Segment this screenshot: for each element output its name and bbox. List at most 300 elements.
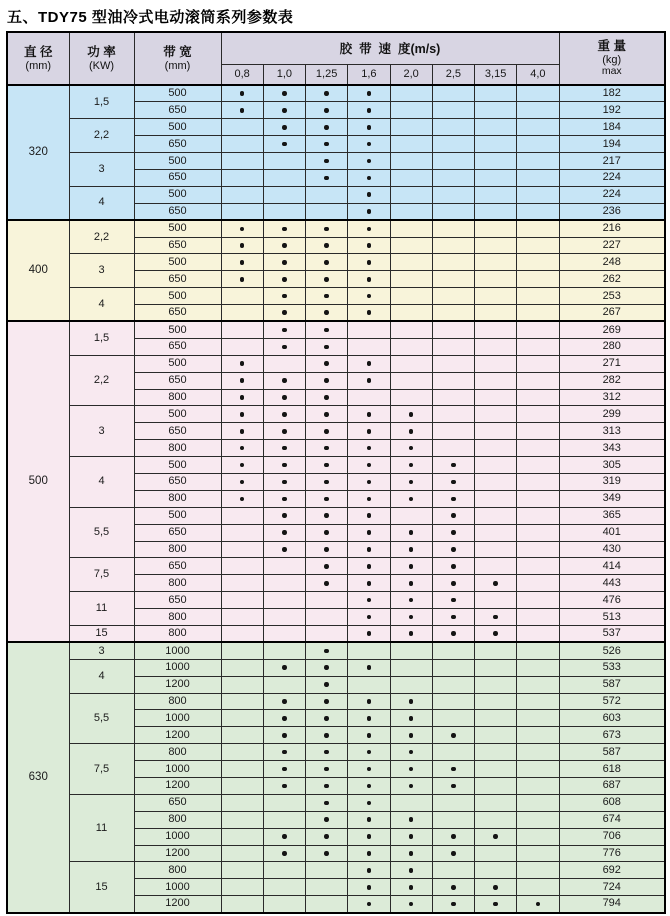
table-row — [7, 642, 665, 659]
dot-icon — [367, 716, 372, 721]
belt-width-cell: 650 — [134, 203, 221, 220]
speed-dot-cell — [475, 457, 517, 474]
speed-dot-cell — [263, 761, 305, 778]
belt-width-cell: 800 — [134, 575, 221, 592]
speed-dot-cell — [475, 136, 517, 153]
speed-dot-cell — [348, 473, 390, 490]
speed-dot-cell — [517, 440, 559, 457]
speed-dot-cell — [475, 879, 517, 896]
speed-dot-cell — [263, 136, 305, 153]
speed-dot-cell — [221, 271, 263, 288]
weight-cell: 282 — [559, 372, 665, 389]
dot-icon — [282, 345, 287, 350]
speed-dot-cell — [263, 794, 305, 811]
weight-cell: 572 — [559, 693, 665, 710]
speed-dot-cell — [475, 321, 517, 338]
power-cell: 15 — [69, 626, 134, 643]
belt-width-cell: 1000 — [134, 659, 221, 676]
dot-icon — [367, 817, 372, 822]
belt-width-cell: 650 — [134, 524, 221, 541]
weight-cell: 537 — [559, 626, 665, 643]
dot-icon — [282, 277, 287, 282]
speed-dot-cell — [390, 237, 432, 254]
belt-width-cell: 500 — [134, 85, 221, 102]
speed-dot-cell — [517, 305, 559, 322]
dot-icon — [367, 497, 372, 502]
header-power-unit: (KW) — [88, 59, 115, 72]
dot-icon — [324, 480, 329, 485]
belt-width-cell: 1200 — [134, 727, 221, 744]
speed-dot-cell — [348, 862, 390, 879]
table-row — [7, 85, 665, 102]
speed-dot-cell — [390, 406, 432, 423]
speed-dot-cell — [432, 473, 474, 490]
diameter-cell: 630 — [7, 642, 69, 912]
speed-dot-cell — [221, 744, 263, 761]
header-weight-max: max — [601, 64, 622, 77]
dot-icon — [367, 176, 372, 181]
speed-dot-cell — [475, 254, 517, 271]
speed-dot-cell — [221, 85, 263, 102]
speed-dot-cell — [263, 119, 305, 136]
dot-icon — [409, 885, 414, 890]
speed-dot-cell — [390, 457, 432, 474]
belt-width-cell: 650 — [134, 305, 221, 322]
dot-icon — [367, 142, 372, 147]
speed-dot-cell — [390, 119, 432, 136]
speed-dot-cell — [348, 558, 390, 575]
speed-dot-cell — [306, 203, 348, 220]
header-diameter-label: 直 径 — [24, 45, 53, 60]
speed-dot-cell — [306, 169, 348, 186]
speed-dot-cell — [390, 794, 432, 811]
table-row — [7, 558, 665, 575]
dot-icon — [324, 699, 329, 704]
dot-icon — [324, 227, 329, 232]
dot-icon — [367, 750, 372, 755]
table-row — [7, 406, 665, 423]
speed-dot-cell — [306, 744, 348, 761]
speed-dot-cell — [390, 102, 432, 119]
weight-cell: 349 — [559, 490, 665, 507]
belt-width-cell: 800 — [134, 440, 221, 457]
speed-dot-cell — [432, 609, 474, 626]
speed-dot-cell — [263, 288, 305, 305]
speed-dot-cell — [517, 592, 559, 609]
dot-icon — [409, 581, 414, 586]
dot-icon — [409, 412, 414, 417]
power-cell: 4 — [69, 457, 134, 508]
dot-icon — [451, 902, 456, 907]
speed-dot-cell — [517, 85, 559, 102]
speed-dot-cell — [517, 524, 559, 541]
weight-cell: 587 — [559, 676, 665, 693]
speed-dot-cell — [263, 338, 305, 355]
dot-icon — [324, 378, 329, 383]
dot-icon — [367, 125, 372, 130]
speed-dot-cell — [221, 710, 263, 727]
dot-icon — [493, 581, 498, 586]
speed-dot-cell — [221, 642, 263, 659]
dot-icon — [367, 801, 372, 806]
speed-dot-cell — [475, 169, 517, 186]
speed-dot-cell — [432, 406, 474, 423]
belt-width-cell: 500 — [134, 186, 221, 203]
speed-dot-cell — [517, 119, 559, 136]
dot-icon — [367, 834, 372, 839]
speed-dot-cell — [221, 778, 263, 795]
dot-icon — [409, 530, 414, 535]
speed-dot-cell — [390, 85, 432, 102]
weight-cell: 216 — [559, 220, 665, 237]
dot-icon — [367, 310, 372, 315]
belt-width-cell: 1200 — [134, 676, 221, 693]
speed-dot-cell — [517, 271, 559, 288]
speed-dot-cell — [263, 676, 305, 693]
weight-cell: 401 — [559, 524, 665, 541]
dot-icon — [409, 598, 414, 603]
power-cell: 11 — [69, 794, 134, 862]
speed-dot-cell — [390, 372, 432, 389]
dot-icon — [282, 108, 287, 113]
speed-dot-cell — [263, 828, 305, 845]
speed-tick: 4,0 — [517, 64, 559, 85]
dot-icon — [367, 513, 372, 518]
speed-dot-cell — [348, 406, 390, 423]
belt-width-cell: 1000 — [134, 828, 221, 845]
dot-icon — [409, 631, 414, 636]
dot-icon — [324, 834, 329, 839]
weight-cell: 217 — [559, 153, 665, 170]
dot-icon — [324, 108, 329, 113]
dot-icon — [324, 294, 329, 299]
speed-dot-cell — [475, 220, 517, 237]
dot-icon — [451, 497, 456, 502]
speed-dot-cell — [390, 828, 432, 845]
speed-dot-cell — [475, 85, 517, 102]
dot-icon — [367, 564, 372, 569]
speed-dot-cell — [517, 845, 559, 862]
speed-tick: 1,25 — [306, 64, 348, 85]
speed-tick: 1,0 — [263, 64, 305, 85]
dot-icon — [282, 665, 287, 670]
speed-dot-cell — [475, 609, 517, 626]
speed-dot-cell — [306, 423, 348, 440]
power-cell: 15 — [69, 862, 134, 913]
dot-icon — [324, 530, 329, 535]
speed-dot-cell — [306, 727, 348, 744]
weight-cell: 692 — [559, 862, 665, 879]
speed-dot-cell — [475, 592, 517, 609]
speed-dot-cell — [263, 423, 305, 440]
speed-dot-cell — [348, 389, 390, 406]
speed-dot-cell — [348, 778, 390, 795]
speed-dot-cell — [221, 676, 263, 693]
speed-tick: 3,15 — [475, 64, 517, 85]
speed-dot-cell — [306, 609, 348, 626]
dot-icon — [493, 615, 498, 620]
belt-width-cell: 650 — [134, 136, 221, 153]
dot-icon — [367, 108, 372, 113]
speed-dot-cell — [432, 85, 474, 102]
weight-cell: 269 — [559, 321, 665, 338]
dot-icon — [367, 631, 372, 636]
speed-dot-cell — [306, 541, 348, 558]
speed-dot-cell — [432, 457, 474, 474]
dot-icon — [282, 530, 287, 535]
dot-icon — [324, 564, 329, 569]
weight-cell: 687 — [559, 778, 665, 795]
speed-dot-cell — [306, 828, 348, 845]
speed-dot-cell — [517, 203, 559, 220]
speed-dot-cell — [348, 507, 390, 524]
dot-icon — [367, 378, 372, 383]
dot-icon — [367, 412, 372, 417]
dot-icon — [324, 361, 329, 366]
speed-dot-cell — [221, 440, 263, 457]
belt-width-cell: 650 — [134, 169, 221, 186]
weight-cell: 280 — [559, 338, 665, 355]
speed-dot-cell — [348, 102, 390, 119]
dot-icon — [409, 716, 414, 721]
speed-dot-cell — [517, 423, 559, 440]
dot-icon — [324, 817, 329, 822]
speed-dot-cell — [306, 811, 348, 828]
speed-dot-cell — [475, 524, 517, 541]
dot-icon — [409, 480, 414, 485]
speed-dot-cell — [221, 609, 263, 626]
speed-dot-cell — [517, 372, 559, 389]
speed-dot-cell — [390, 727, 432, 744]
dot-icon — [324, 260, 329, 265]
header-diameter-unit: (mm) — [25, 59, 52, 72]
dot-icon — [282, 328, 287, 333]
speed-dot-cell — [221, 558, 263, 575]
speed-dot-cell — [390, 423, 432, 440]
belt-width-cell: 500 — [134, 254, 221, 271]
speed-dot-cell — [263, 896, 305, 913]
dot-icon — [367, 429, 372, 434]
dot-icon — [282, 716, 287, 721]
dot-icon — [451, 530, 456, 535]
speed-dot-cell — [306, 355, 348, 372]
speed-dot-cell — [517, 693, 559, 710]
speed-dot-cell — [390, 186, 432, 203]
table-row — [7, 507, 665, 524]
dot-icon — [367, 615, 372, 620]
dot-icon — [324, 243, 329, 248]
speed-dot-cell — [432, 659, 474, 676]
speed-dot-cell — [432, 119, 474, 136]
speed-dot-cell — [475, 896, 517, 913]
belt-width-cell: 650 — [134, 338, 221, 355]
speed-dot-cell — [348, 203, 390, 220]
speed-dot-cell — [263, 321, 305, 338]
speed-dot-cell — [306, 119, 348, 136]
dot-icon — [282, 463, 287, 468]
belt-width-cell: 500 — [134, 507, 221, 524]
weight-cell: 224 — [559, 169, 665, 186]
speed-dot-cell — [475, 473, 517, 490]
speed-dot-cell — [348, 710, 390, 727]
dot-icon — [282, 378, 287, 383]
speed-dot-cell — [432, 693, 474, 710]
header-weight-unit: (kg) — [602, 53, 622, 66]
speed-dot-cell — [517, 710, 559, 727]
speed-dot-cell — [475, 288, 517, 305]
speed-dot-cell — [221, 659, 263, 676]
speed-dot-cell — [263, 693, 305, 710]
speed-dot-cell — [263, 524, 305, 541]
dot-icon — [282, 310, 287, 315]
dot-icon — [240, 429, 245, 434]
speed-dot-cell — [221, 203, 263, 220]
speed-dot-cell — [306, 693, 348, 710]
dot-icon — [493, 885, 498, 890]
dot-icon — [367, 699, 372, 704]
dot-icon — [451, 733, 456, 738]
speed-dot-cell — [263, 457, 305, 474]
table-row — [7, 794, 665, 811]
speed-dot-cell — [432, 828, 474, 845]
speed-dot-cell — [432, 811, 474, 828]
dot-icon — [324, 513, 329, 518]
dot-icon — [282, 395, 287, 400]
dot-icon — [282, 260, 287, 265]
power-cell: 2,2 — [69, 119, 134, 153]
diameter-cell: 400 — [7, 220, 69, 321]
speed-dot-cell — [432, 524, 474, 541]
speed-dot-cell — [263, 490, 305, 507]
speed-dot-cell — [263, 406, 305, 423]
speed-dot-cell — [390, 288, 432, 305]
weight-cell: 526 — [559, 642, 665, 659]
belt-width-cell: 650 — [134, 102, 221, 119]
speed-dot-cell — [475, 355, 517, 372]
speed-dot-cell — [221, 626, 263, 643]
speed-dot-cell — [432, 744, 474, 761]
speed-dot-cell — [517, 490, 559, 507]
speed-dot-cell — [390, 676, 432, 693]
table-row — [7, 153, 665, 170]
dot-icon — [282, 547, 287, 552]
speed-dot-cell — [221, 237, 263, 254]
belt-width-cell: 500 — [134, 457, 221, 474]
dot-icon — [451, 564, 456, 569]
dot-icon — [282, 243, 287, 248]
dot-icon — [409, 429, 414, 434]
speed-dot-cell — [306, 626, 348, 643]
speed-dot-cell — [390, 153, 432, 170]
speed-dot-cell — [390, 879, 432, 896]
speed-dot-cell — [306, 321, 348, 338]
table-row — [7, 592, 665, 609]
speed-dot-cell — [221, 406, 263, 423]
speed-dot-cell — [517, 136, 559, 153]
dot-icon — [324, 547, 329, 552]
header-weight-label: 重 量 — [597, 39, 626, 54]
dot-icon — [324, 159, 329, 164]
speed-dot-cell — [263, 778, 305, 795]
weight-cell: 776 — [559, 845, 665, 862]
dot-icon — [367, 868, 372, 873]
belt-width-cell: 1200 — [134, 778, 221, 795]
dot-icon — [240, 260, 245, 265]
speed-dot-cell — [221, 254, 263, 271]
speed-dot-cell — [221, 592, 263, 609]
weight-cell: 343 — [559, 440, 665, 457]
speed-dot-cell — [475, 186, 517, 203]
speed-dot-cell — [475, 305, 517, 322]
speed-dot-cell — [306, 237, 348, 254]
speed-dot-cell — [348, 136, 390, 153]
speed-dot-cell — [263, 558, 305, 575]
dot-icon — [282, 784, 287, 789]
dot-icon — [409, 564, 414, 569]
speed-dot-cell — [475, 575, 517, 592]
speed-dot-cell — [432, 575, 474, 592]
dot-icon — [367, 530, 372, 535]
weight-cell: 319 — [559, 473, 665, 490]
dot-icon — [451, 851, 456, 856]
dot-icon — [367, 581, 372, 586]
power-cell: 3 — [69, 153, 134, 187]
speed-dot-cell — [390, 271, 432, 288]
speed-dot-cell — [517, 676, 559, 693]
speed-dot-cell — [306, 136, 348, 153]
table-row — [7, 355, 665, 372]
weight-cell: 674 — [559, 811, 665, 828]
power-cell: 3 — [69, 642, 134, 659]
table-row — [7, 744, 665, 761]
weight-cell: 608 — [559, 794, 665, 811]
speed-dot-cell — [348, 575, 390, 592]
speed-dot-cell — [517, 254, 559, 271]
belt-width-cell: 800 — [134, 490, 221, 507]
dot-icon — [536, 902, 541, 907]
power-cell: 11 — [69, 592, 134, 626]
dot-icon — [324, 176, 329, 181]
speed-dot-cell — [432, 592, 474, 609]
belt-width-cell: 1000 — [134, 761, 221, 778]
speed-dot-cell — [517, 778, 559, 795]
speed-dot-cell — [306, 490, 348, 507]
speed-dot-cell — [263, 355, 305, 372]
dot-icon — [324, 784, 329, 789]
belt-width-cell: 800 — [134, 693, 221, 710]
speed-dot-cell — [390, 389, 432, 406]
speed-dot-cell — [348, 85, 390, 102]
speed-dot-cell — [517, 102, 559, 119]
belt-width-cell: 800 — [134, 389, 221, 406]
dot-icon — [324, 649, 329, 654]
speed-dot-cell — [390, 524, 432, 541]
dot-icon — [240, 277, 245, 282]
speed-dot-cell — [475, 744, 517, 761]
speed-dot-cell — [517, 811, 559, 828]
speed-dot-cell — [221, 321, 263, 338]
power-cell: 3 — [69, 406, 134, 457]
speed-dot-cell — [517, 169, 559, 186]
weight-cell: 794 — [559, 896, 665, 913]
dot-icon — [409, 733, 414, 738]
dot-icon — [493, 631, 498, 636]
table-row — [7, 659, 665, 676]
dot-icon — [240, 463, 245, 468]
belt-width-cell: 500 — [134, 321, 221, 338]
speed-dot-cell — [263, 237, 305, 254]
speed-dot-cell — [221, 811, 263, 828]
